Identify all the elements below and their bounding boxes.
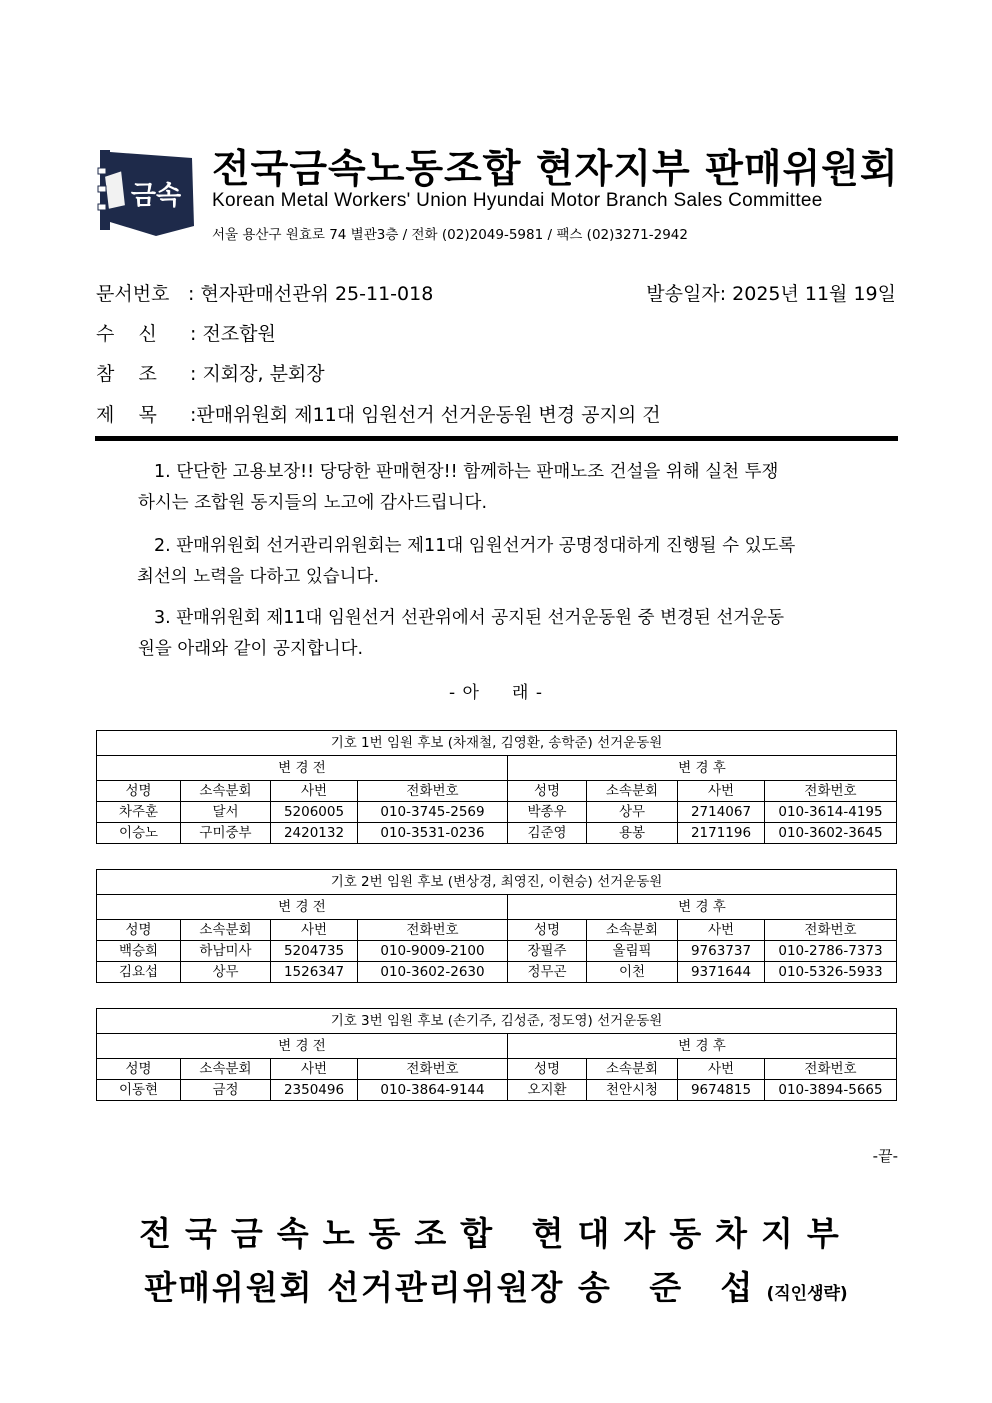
cell: 010-5326-5933 (765, 962, 897, 983)
subject-value: :판매위원회 제11대 임원선거 선거운동원 변경 공지의 건 (190, 404, 661, 426)
org-address: 서울 용산구 원효로 74 별관3층 / 전화 (02)2049-5981 / 팩스 (02)3271-2942 (212, 227, 688, 243)
end-mark: -끝- (872, 1147, 898, 1165)
org-title: 전국금속노동조합 현자지부 판매위원회 (212, 147, 899, 192)
cell: 박종우 (508, 802, 587, 823)
cell: 백승희 (97, 941, 181, 962)
col-id: 사번 (678, 781, 765, 802)
cell: 금정 (181, 1080, 271, 1101)
svg-text:금속: 금속 (130, 181, 182, 211)
col-name: 성명 (97, 920, 181, 941)
paragraph-2-first-line: 2. 판매위원회 선거관리위원회는 제11대 임원선거가 공명정대하게 진행될 수 있도록 (154, 536, 796, 556)
table-row (97, 962, 897, 983)
recipient-label: 수 신 (96, 323, 157, 345)
cell: 하남미사 (181, 941, 271, 962)
reference-label: 참 조 (96, 363, 157, 385)
signature-title (0, 1262, 992, 1309)
col-branch: 소속분회 (181, 920, 271, 941)
paragraph-1-rest: 하시는 조합원 동지들의 노고에 감사드립니다. (138, 493, 488, 513)
recipient-value: : 전조합원 (190, 323, 276, 345)
candidate-table-3 (96, 1008, 897, 1101)
table-row (97, 823, 897, 844)
cell: 010-3614-4195 (765, 802, 897, 823)
union-logo-icon (96, 146, 198, 242)
col-name: 성명 (97, 1059, 181, 1080)
cell: 010-3864-9144 (358, 1080, 508, 1101)
after-header: 변 경 후 (508, 756, 897, 781)
signature-name: 송 준 섭 (577, 1268, 767, 1307)
cell: 010-3531-0236 (358, 823, 508, 844)
col-id: 사번 (678, 1059, 765, 1080)
col-branch: 소속분회 (181, 781, 271, 802)
paragraph-3 (138, 603, 858, 665)
cell: 010-9009-2100 (358, 941, 508, 962)
cell: 2350496 (271, 1080, 358, 1101)
col-name: 성명 (508, 1059, 587, 1080)
before-header: 변 경 전 (97, 1034, 508, 1059)
col-name: 성명 (97, 781, 181, 802)
table-row (97, 1080, 897, 1101)
candidate-table-2 (96, 869, 897, 983)
cell: 9763737 (678, 941, 765, 962)
col-branch: 소속분회 (587, 781, 678, 802)
col-phone: 전화번호 (765, 781, 897, 802)
paragraph-2 (138, 531, 858, 593)
col-phone: 전화번호 (358, 1059, 508, 1080)
cell: 2171196 (678, 823, 765, 844)
col-id: 사번 (271, 781, 358, 802)
seal-omitted-note: (직인생략) (766, 1284, 848, 1304)
subject-label: 제 목 (96, 404, 157, 426)
col-id: 사번 (271, 1059, 358, 1080)
col-name: 성명 (508, 781, 587, 802)
section-heading: - 아 래 - (449, 683, 543, 703)
after-header: 변 경 후 (508, 895, 897, 920)
signature-org: 전국금속노동조합 현대자동차지부 (139, 1214, 853, 1253)
table-row (97, 941, 897, 962)
after-header: 변 경 후 (508, 1034, 897, 1059)
signature-role: 판매위원회 선거관리위원장 (144, 1268, 565, 1307)
paragraph-3-first-line: 3. 판매위원회 제11대 임원선거 선관위에서 공지된 선거운동원 중 변경된 선거운동 (154, 608, 784, 628)
table-row (97, 802, 897, 823)
table-caption: 기호 1번 임원 후보 (차재철, 김영환, 송학준) 선거운동원 (97, 731, 897, 756)
reference-row (96, 359, 325, 386)
reference-value: : 지회장, 분회장 (190, 363, 325, 385)
col-phone: 전화번호 (765, 1059, 897, 1080)
document-number-label: 문서번호 (96, 283, 170, 305)
col-branch: 소속분회 (587, 920, 678, 941)
cell: 5206005 (271, 802, 358, 823)
cell: 이동현 (97, 1080, 181, 1101)
cell: 010-3602-3645 (765, 823, 897, 844)
issue-date: 발송일자: 2025년 11월 19일 (646, 283, 896, 305)
col-phone: 전화번호 (358, 920, 508, 941)
cell: 차주훈 (97, 802, 181, 823)
cell: 010-3602-2630 (358, 962, 508, 983)
cell: 정무곤 (508, 962, 587, 983)
cell: 2714067 (678, 802, 765, 823)
cell: 상무 (587, 802, 678, 823)
header-divider (95, 436, 898, 441)
col-phone: 전화번호 (358, 781, 508, 802)
paragraph-3-rest: 원을 아래와 같이 공지합니다. (138, 639, 364, 659)
cell: 장필주 (508, 941, 587, 962)
cell: 용봉 (587, 823, 678, 844)
cell: 010-3894-5665 (765, 1080, 897, 1101)
cell: 1526347 (271, 962, 358, 983)
cell: 달서 (181, 802, 271, 823)
cell: 010-2786-7373 (765, 941, 897, 962)
cell: 김요섭 (97, 962, 181, 983)
col-id: 사번 (271, 920, 358, 941)
document-number-value: : 현자판매선관위 25-11-018 (188, 283, 434, 305)
col-phone: 전화번호 (765, 920, 897, 941)
cell: 이천 (587, 962, 678, 983)
org-english-name: Korean Metal Workers' Union Hyundai Motor Branch Sales Committee (212, 190, 823, 211)
paragraph-1-first-line: 1. 단단한 고용보장!! 당당한 판매현장!! 함께하는 판매노조 건설을 위해 실천 투쟁 (154, 462, 779, 482)
table-caption: 기호 2번 임원 후보 (변상경, 최영진, 이현승) 선거운동원 (97, 870, 897, 895)
cell: 이승노 (97, 823, 181, 844)
cell: 천안시청 (587, 1080, 678, 1101)
cell: 구미중부 (181, 823, 271, 844)
document-number-row (96, 279, 433, 306)
paragraph-1 (138, 457, 858, 519)
col-id: 사번 (678, 920, 765, 941)
cell: 2420132 (271, 823, 358, 844)
cell: 올림픽 (587, 941, 678, 962)
candidate-table-1 (96, 730, 897, 844)
cell: 9674815 (678, 1080, 765, 1101)
cell: 김준영 (508, 823, 587, 844)
before-header: 변 경 전 (97, 756, 508, 781)
col-branch: 소속분회 (587, 1059, 678, 1080)
cell: 오지환 (508, 1080, 587, 1101)
recipient-row (96, 319, 276, 346)
before-header: 변 경 전 (97, 895, 508, 920)
subject-row (96, 400, 661, 427)
col-branch: 소속분회 (181, 1059, 271, 1080)
col-name: 성명 (508, 920, 587, 941)
cell: 상무 (181, 962, 271, 983)
table-caption: 기호 3번 임원 후보 (손기주, 김성준, 정도영) 선거운동원 (97, 1009, 897, 1034)
cell: 9371644 (678, 962, 765, 983)
cell: 010-3745-2569 (358, 802, 508, 823)
cell: 5204735 (271, 941, 358, 962)
paragraph-2-rest: 최선의 노력을 다하고 있습니다. (137, 567, 380, 587)
